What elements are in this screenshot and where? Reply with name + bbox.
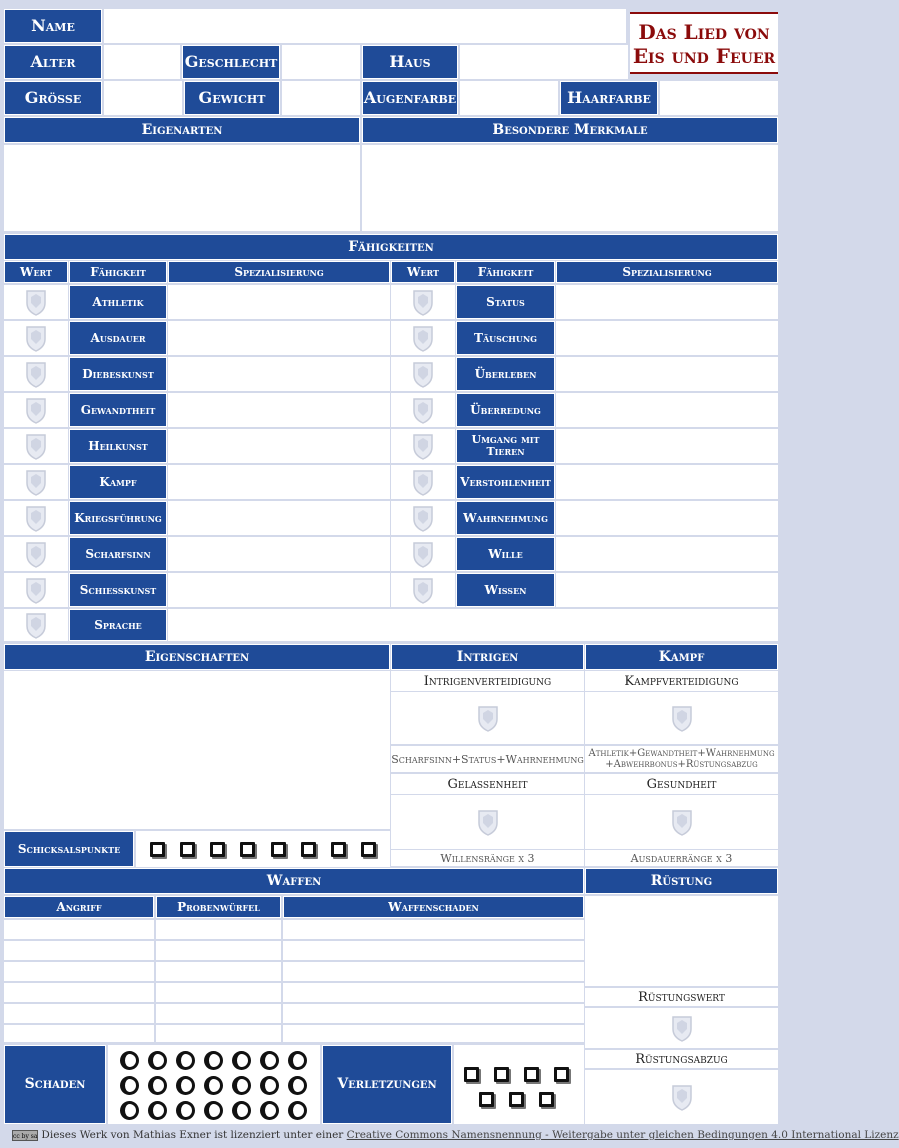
- composure-formula: Willensränge x 3: [391, 850, 584, 866]
- ability-value-box[interactable]: [4, 609, 68, 641]
- composure-label: Gelassenheit: [391, 774, 584, 794]
- ability-value-box[interactable]: [391, 429, 455, 463]
- checkbox-icon[interactable]: [331, 842, 346, 857]
- specialization-field[interactable]: [556, 573, 778, 607]
- crest-icon: [411, 576, 435, 604]
- ability-label: Status: [456, 285, 555, 319]
- armor-rating-label: Rüstungswert: [585, 988, 778, 1006]
- ability-label: Verstohlenheit: [456, 465, 555, 499]
- col-spec-left: Spezialisierung: [168, 261, 390, 283]
- damage-circles: [108, 1045, 320, 1124]
- ability-value-box[interactable]: [4, 465, 68, 499]
- ability-label: Kriegsführung: [69, 501, 167, 535]
- circle-icon[interactable]: [232, 1101, 251, 1120]
- weapon-attack-field[interactable]: [4, 941, 154, 960]
- injuries-boxes: [454, 1045, 584, 1124]
- intrigue-defense-formula: Scharfsinn+Status+Wahrnehmung: [391, 746, 584, 772]
- qualities-header: Eigenschaften: [4, 644, 390, 670]
- crest-icon: [411, 540, 435, 568]
- ability-label: Heilkunst: [69, 429, 167, 463]
- fate-points-boxes: [136, 831, 390, 867]
- crest-icon: [476, 704, 500, 732]
- weapon-attack-field[interactable]: [4, 962, 154, 981]
- weight-field[interactable]: [282, 81, 360, 115]
- ability-value-box[interactable]: [391, 285, 455, 319]
- weapon-dice-field[interactable]: [156, 962, 281, 981]
- col-damage: Waffenschaden: [283, 896, 584, 918]
- specialization-field[interactable]: [168, 537, 390, 571]
- ability-label: Überleben: [456, 357, 555, 391]
- col-ability-left: Fähigkeit: [69, 261, 167, 283]
- weapon-attack-field[interactable]: [4, 920, 154, 939]
- weapon-dice-field[interactable]: [156, 941, 281, 960]
- ability-value-box[interactable]: [4, 357, 68, 391]
- name-label: Name: [4, 9, 102, 43]
- checkbox-icon[interactable]: [539, 1092, 554, 1107]
- ability-label: Wissen: [456, 573, 555, 607]
- specialization-field[interactable]: [168, 429, 390, 463]
- license-footer: [12, 1127, 899, 1143]
- weapon-dice-field[interactable]: [156, 920, 281, 939]
- circle-icon[interactable]: [176, 1051, 195, 1070]
- col-spec-right: Spezialisierung: [556, 261, 778, 283]
- weapon-damage-field[interactable]: [283, 920, 584, 939]
- hair-color-label: Haarfarbe: [560, 81, 658, 115]
- circle-icon[interactable]: [232, 1051, 251, 1070]
- crest-icon: [411, 360, 435, 388]
- weapon-damage-field[interactable]: [283, 1004, 584, 1023]
- circle-icon[interactable]: [148, 1101, 167, 1120]
- checkbox-icon[interactable]: [361, 842, 376, 857]
- armor-rating-value[interactable]: [585, 1008, 778, 1048]
- ability-value-box[interactable]: [4, 573, 68, 607]
- specialization-field[interactable]: [556, 501, 778, 535]
- specialization-field[interactable]: [168, 501, 390, 535]
- weapon-attack-field[interactable]: [4, 1025, 154, 1042]
- ability-label: Umgang mit Tieren: [456, 429, 555, 463]
- qualities-field[interactable]: [4, 671, 390, 829]
- ability-label: Überredung: [456, 393, 555, 427]
- ability-value-box[interactable]: [4, 393, 68, 427]
- crest-icon: [411, 432, 435, 460]
- circle-icon[interactable]: [176, 1076, 195, 1095]
- checkbox-icon[interactable]: [271, 842, 286, 857]
- crest-icon: [411, 396, 435, 424]
- ability-label: Kampf: [69, 465, 167, 499]
- weapon-damage-field[interactable]: [283, 983, 584, 1002]
- circle-icon[interactable]: [260, 1076, 279, 1095]
- specialization-field[interactable]: [168, 573, 390, 607]
- ability-value-box[interactable]: [391, 573, 455, 607]
- col-value-left: Wert: [4, 261, 68, 283]
- ability-label: Wille: [456, 537, 555, 571]
- age-field[interactable]: [104, 45, 180, 79]
- title-banner: [630, 12, 778, 74]
- ability-value-box[interactable]: [4, 285, 68, 319]
- injuries-label: Verletzungen: [322, 1045, 452, 1124]
- circle-icon[interactable]: [148, 1051, 167, 1070]
- combat-defense-formula: [585, 746, 778, 772]
- circle-icon[interactable]: [204, 1076, 223, 1095]
- specialization-field[interactable]: [168, 465, 390, 499]
- circle-icon[interactable]: [120, 1076, 139, 1095]
- armor-header: Rüstung: [585, 868, 778, 894]
- ability-label: Ausdauer: [69, 321, 167, 355]
- ability-value-box[interactable]: [391, 393, 455, 427]
- quirks-field[interactable]: [4, 145, 360, 231]
- checkbox-icon[interactable]: [464, 1067, 479, 1082]
- checkbox-icon[interactable]: [240, 842, 255, 857]
- crest-icon: [411, 504, 435, 532]
- weight-label: Gewicht: [184, 81, 280, 115]
- ability-value-box[interactable]: [4, 537, 68, 571]
- height-field[interactable]: [104, 81, 182, 115]
- crest-icon: [24, 468, 48, 496]
- checkbox-icon[interactable]: [524, 1067, 539, 1082]
- ability-label: Scharfsinn: [69, 537, 167, 571]
- checkbox-icon[interactable]: [301, 842, 316, 857]
- circle-icon[interactable]: [260, 1051, 279, 1070]
- name-field[interactable]: [104, 9, 626, 43]
- col-attack: Angriff: [4, 896, 154, 918]
- crest-icon: [411, 288, 435, 316]
- eye-color-label: Augenfarbe: [362, 81, 458, 115]
- combat-header: Kampf: [585, 644, 778, 670]
- specialization-field[interactable]: [556, 537, 778, 571]
- col-dice: Probenwürfel: [156, 896, 281, 918]
- checkbox-icon[interactable]: [180, 842, 195, 857]
- crest-icon: [24, 611, 48, 639]
- crest-icon: [670, 1014, 694, 1042]
- col-value-right: Wert: [391, 261, 455, 283]
- hair-color-field[interactable]: [660, 81, 778, 115]
- specialization-field[interactable]: [556, 357, 778, 391]
- checkbox-icon[interactable]: [210, 842, 225, 857]
- crest-icon: [670, 1083, 694, 1111]
- circle-icon[interactable]: [176, 1101, 195, 1120]
- health-formula: Ausdauerränge x 3: [585, 850, 778, 866]
- crest-icon: [24, 576, 48, 604]
- crest-icon: [411, 468, 435, 496]
- weapon-dice-field[interactable]: [156, 1025, 281, 1042]
- weapon-attack-field[interactable]: [4, 1004, 154, 1023]
- age-label: Alter: [4, 45, 102, 79]
- crest-icon: [24, 396, 48, 424]
- distinguishing-features-header: Besondere Merkmale: [362, 117, 778, 143]
- checkbox-icon[interactable]: [150, 842, 165, 857]
- circle-icon[interactable]: [288, 1076, 307, 1095]
- ability-label: Täuschung: [456, 321, 555, 355]
- damage-label: Schaden: [4, 1045, 106, 1124]
- combat-defense-value[interactable]: [585, 692, 778, 744]
- checkbox-icon[interactable]: [554, 1067, 569, 1082]
- crest-icon: [24, 432, 48, 460]
- specialization-field[interactable]: [556, 285, 778, 319]
- gender-label: Geschlecht: [182, 45, 280, 79]
- armor-penalty-label: Rüstungsabzug: [585, 1050, 778, 1068]
- distinguishing-features-field[interactable]: [362, 145, 778, 231]
- ability-label: Gewandtheit: [69, 393, 167, 427]
- gender-field[interactable]: [282, 45, 360, 79]
- house-field[interactable]: [460, 45, 628, 79]
- ability-label: Schiesskunst: [69, 573, 167, 607]
- cc-license-badge[interactable]: cc by sa: [12, 1130, 38, 1141]
- composure-value[interactable]: [391, 795, 584, 849]
- ability-value-box[interactable]: [391, 321, 455, 355]
- weapon-dice-field[interactable]: [156, 1004, 281, 1023]
- specialization-field[interactable]: [168, 357, 390, 391]
- circle-icon[interactable]: [120, 1101, 139, 1120]
- health-value[interactable]: [585, 795, 778, 849]
- ability-value-box[interactable]: [391, 501, 455, 535]
- ability-value-box[interactable]: [4, 429, 68, 463]
- license-link[interactable]: Creative Commons Namensnennung - Weitergabe unter gleichen Bedingungen 4.0 International Lizenz: [346, 1129, 899, 1141]
- circle-icon[interactable]: [120, 1051, 139, 1070]
- specialization-field[interactable]: [168, 321, 390, 355]
- height-label: Grösse: [4, 81, 102, 115]
- crest-icon: [24, 360, 48, 388]
- crest-icon: [24, 324, 48, 352]
- intrigue-defense-value[interactable]: [391, 692, 584, 744]
- ability-value-box[interactable]: [391, 537, 455, 571]
- crest-icon: [411, 324, 435, 352]
- title-line-2: Eis und Feuer: [632, 44, 776, 68]
- house-label: Haus: [362, 45, 458, 79]
- circle-icon[interactable]: [204, 1051, 223, 1070]
- circle-icon[interactable]: [288, 1051, 307, 1070]
- health-label: Gesundheit: [585, 774, 778, 794]
- abilities-header: Fähigkeiten: [4, 234, 778, 260]
- ability-label: Diebeskunst: [69, 357, 167, 391]
- weapon-damage-field[interactable]: [283, 1025, 584, 1042]
- title-line-1: Das Lied von: [638, 20, 770, 44]
- crest-icon: [670, 704, 694, 732]
- weapon-dice-field[interactable]: [156, 983, 281, 1002]
- specialization-field[interactable]: [556, 429, 778, 463]
- ability-value-box[interactable]: [4, 501, 68, 535]
- crest-icon: [24, 288, 48, 316]
- weapon-attack-field[interactable]: [4, 983, 154, 1002]
- checkbox-icon[interactable]: [509, 1092, 524, 1107]
- combat-defense-formula-line-1: Athletik+Gewandtheit+Wahrnehmung: [588, 748, 775, 759]
- crest-icon: [670, 808, 694, 836]
- circle-icon[interactable]: [260, 1101, 279, 1120]
- fate-points-label: Schicksalspunkte: [4, 831, 134, 867]
- col-ability-right: Fähigkeit: [456, 261, 555, 283]
- circle-icon[interactable]: [204, 1101, 223, 1120]
- crest-icon: [24, 540, 48, 568]
- ability-value-box[interactable]: [391, 465, 455, 499]
- crest-icon: [476, 808, 500, 836]
- ability-label: Athletik: [69, 285, 167, 319]
- circle-icon[interactable]: [232, 1076, 251, 1095]
- specialization-field[interactable]: [168, 609, 778, 641]
- intrigue-defense-label: Intrigenverteidigung: [391, 671, 584, 691]
- specialization-field[interactable]: [168, 285, 390, 319]
- combat-defense-label: Kampfverteidigung: [585, 671, 778, 691]
- ability-value-box[interactable]: [391, 357, 455, 391]
- ability-label: Sprache: [69, 609, 167, 641]
- weapon-damage-field[interactable]: [283, 962, 584, 981]
- specialization-field[interactable]: [556, 321, 778, 355]
- circle-icon[interactable]: [288, 1101, 307, 1120]
- eye-color-field[interactable]: [460, 81, 558, 115]
- crest-icon: [24, 504, 48, 532]
- armor-penalty-value[interactable]: [585, 1070, 778, 1124]
- weapons-header: Waffen: [4, 868, 584, 894]
- checkbox-icon[interactable]: [494, 1067, 509, 1082]
- circle-icon[interactable]: [148, 1076, 167, 1095]
- quirks-header: Eigenarten: [4, 117, 360, 143]
- ability-label: Wahrnehmung: [456, 501, 555, 535]
- specialization-field[interactable]: [168, 393, 390, 427]
- combat-defense-formula-line-2: +Abwehrbonus+Rüstungsabzug: [605, 759, 758, 770]
- specialization-field[interactable]: [556, 465, 778, 499]
- checkbox-icon[interactable]: [479, 1092, 494, 1107]
- specialization-field[interactable]: [556, 393, 778, 427]
- ability-value-box[interactable]: [4, 321, 68, 355]
- license-text: Dieses Werk von Mathias Exner ist lizenziert unter einer: [41, 1129, 347, 1141]
- weapon-damage-field[interactable]: [283, 941, 584, 960]
- armor-field[interactable]: [585, 896, 778, 986]
- intrigue-header: Intrigen: [391, 644, 584, 670]
